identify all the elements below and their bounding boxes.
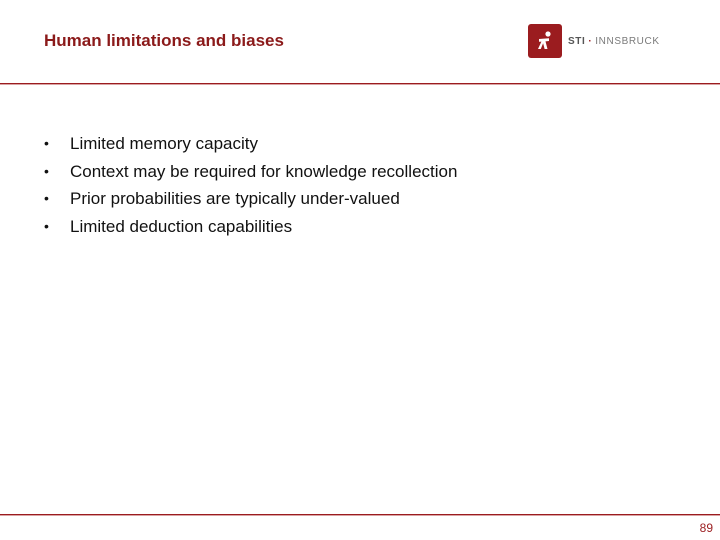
logo-city: INNSBRUCK <box>595 35 660 47</box>
bullet-list <box>44 130 457 240</box>
logo-wordmark <box>568 36 660 47</box>
slide-title: Human limitations and biases <box>44 31 284 50</box>
bullet-dot: • <box>44 162 49 179</box>
sti-innsbruck-logo <box>528 24 660 58</box>
bullet-dot: • <box>44 217 49 234</box>
sti-figure-icon <box>528 24 562 58</box>
bullet-item <box>44 213 457 241</box>
bullet-item <box>44 185 457 213</box>
header-divider <box>0 83 720 85</box>
bullet-text: Prior probabilities are typically under-valued <box>70 189 400 208</box>
bullet-item <box>44 130 457 158</box>
page-number: 89 <box>699 521 713 535</box>
bullet-item <box>44 158 457 186</box>
bullet-text: Limited memory capacity <box>70 134 259 153</box>
logo-separator: · <box>588 35 593 47</box>
bullet-dot: • <box>44 190 49 206</box>
bullet-text: Context may be required for knowledge recollection <box>70 161 458 181</box>
bullet-dot: • <box>44 135 49 151</box>
footer-divider <box>0 514 720 516</box>
logo-brand: STI <box>568 35 586 47</box>
bullet-text: Limited deduction capabilities <box>70 216 293 236</box>
